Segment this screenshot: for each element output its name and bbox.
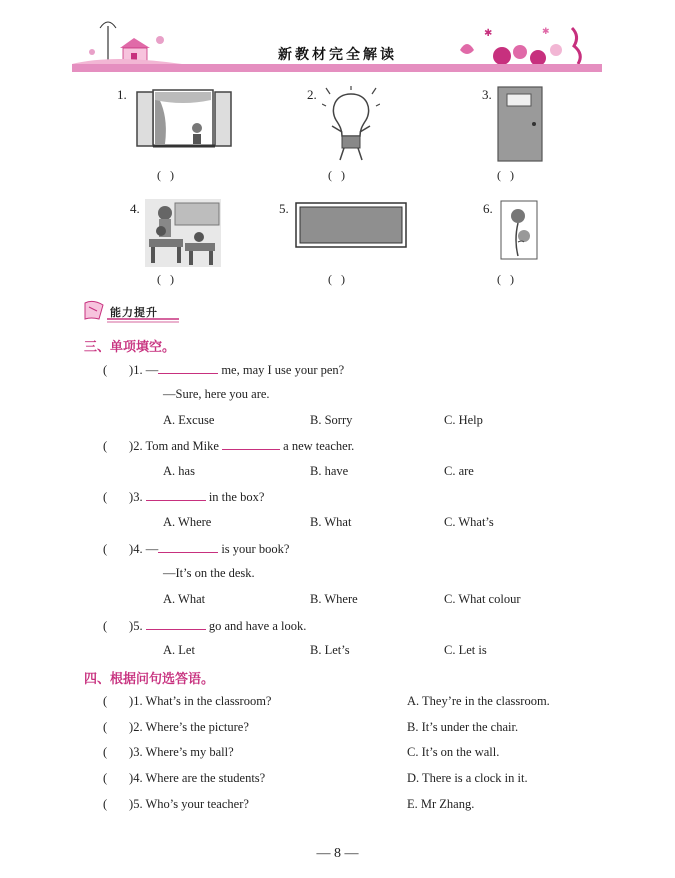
fill-blank[interactable]	[222, 438, 280, 450]
option: B. What	[310, 515, 352, 529]
question-item: ( )4. Where are the students?	[103, 771, 266, 785]
picture-number: 3.	[482, 87, 492, 102]
question-item: ( )1. — me, may I use your pen?	[103, 363, 345, 377]
ability-label: 能力提升	[110, 306, 158, 319]
option: C. Help	[444, 413, 483, 427]
picture-number: 6.	[483, 201, 493, 216]
header-title: 新教材完全解读	[278, 47, 397, 63]
option: B. Let’s	[310, 643, 350, 657]
question-item: ( )2. Where’s the picture?	[103, 720, 249, 734]
header-bar	[72, 64, 602, 72]
option: B. Sorry	[310, 413, 353, 427]
option: C. What’s	[444, 515, 494, 529]
flower-icon	[500, 200, 538, 264]
answer-option: E. Mr Zhang.	[407, 797, 475, 811]
light-bulb-icon	[322, 86, 380, 168]
reply-line: —Sure, here you are.	[163, 387, 270, 401]
reply-line: —It’s on the desk.	[163, 566, 255, 580]
answer-paren[interactable]: ( )	[157, 272, 174, 286]
answer-option: C. It’s on the wall.	[407, 745, 500, 759]
answer-paren[interactable]: ( )	[497, 272, 514, 286]
picture-number: 2.	[307, 87, 317, 102]
option: A. has	[163, 464, 195, 478]
question-item: ( )3. Where’s my ball?	[103, 745, 234, 759]
blackboard-icon	[295, 202, 407, 252]
answer-paren[interactable]: ( )	[328, 168, 345, 182]
answer-option: B. It’s under the chair.	[407, 720, 519, 734]
question-item: ( )1. What’s in the classroom?	[103, 694, 272, 708]
section-title: 三、单项填空。	[84, 340, 176, 355]
option: B. Where	[310, 592, 358, 606]
option: A. Excuse	[163, 413, 215, 427]
picture-number: 1.	[117, 87, 127, 102]
fill-blank[interactable]	[146, 618, 206, 630]
svg-text:✱: ✱	[484, 28, 493, 39]
option: A. What	[163, 592, 206, 606]
fill-blank[interactable]	[158, 362, 218, 374]
classroom-icon	[145, 199, 221, 271]
answer-paren[interactable]: ( )	[157, 168, 174, 182]
answer-option: A. They’re in the classroom.	[407, 694, 550, 708]
option: C. What colour	[444, 592, 521, 606]
picture-number: 5.	[279, 201, 289, 216]
question-item: ( )4. — is your book?	[103, 542, 290, 556]
svg-text:✱: ✱	[542, 27, 550, 37]
door-icon	[497, 86, 543, 166]
fill-blank[interactable]	[158, 541, 218, 553]
section-title: 四、根据问句选答语。	[84, 672, 215, 687]
answer-paren[interactable]: ( )	[497, 168, 514, 182]
question-item: ( )5. Who’s your teacher?	[103, 797, 249, 811]
picture-number: 4.	[130, 201, 140, 216]
option: C. are	[444, 464, 474, 478]
option: A. Let	[163, 643, 195, 657]
window-icon	[135, 86, 233, 154]
question-item: ( )5. go and have a look.	[103, 619, 307, 633]
question-item: ( )3. in the box?	[103, 490, 265, 504]
option: C. Let is	[444, 643, 487, 657]
answer-option: D. There is a clock in it.	[407, 771, 528, 785]
question-item: ( )2. Tom and Mike a new teacher.	[103, 439, 355, 453]
page-number: — 8 —	[316, 846, 359, 861]
option: B. have	[310, 464, 349, 478]
fill-blank[interactable]	[146, 489, 206, 501]
option: A. Where	[163, 515, 212, 529]
answer-paren[interactable]: ( )	[328, 272, 345, 286]
